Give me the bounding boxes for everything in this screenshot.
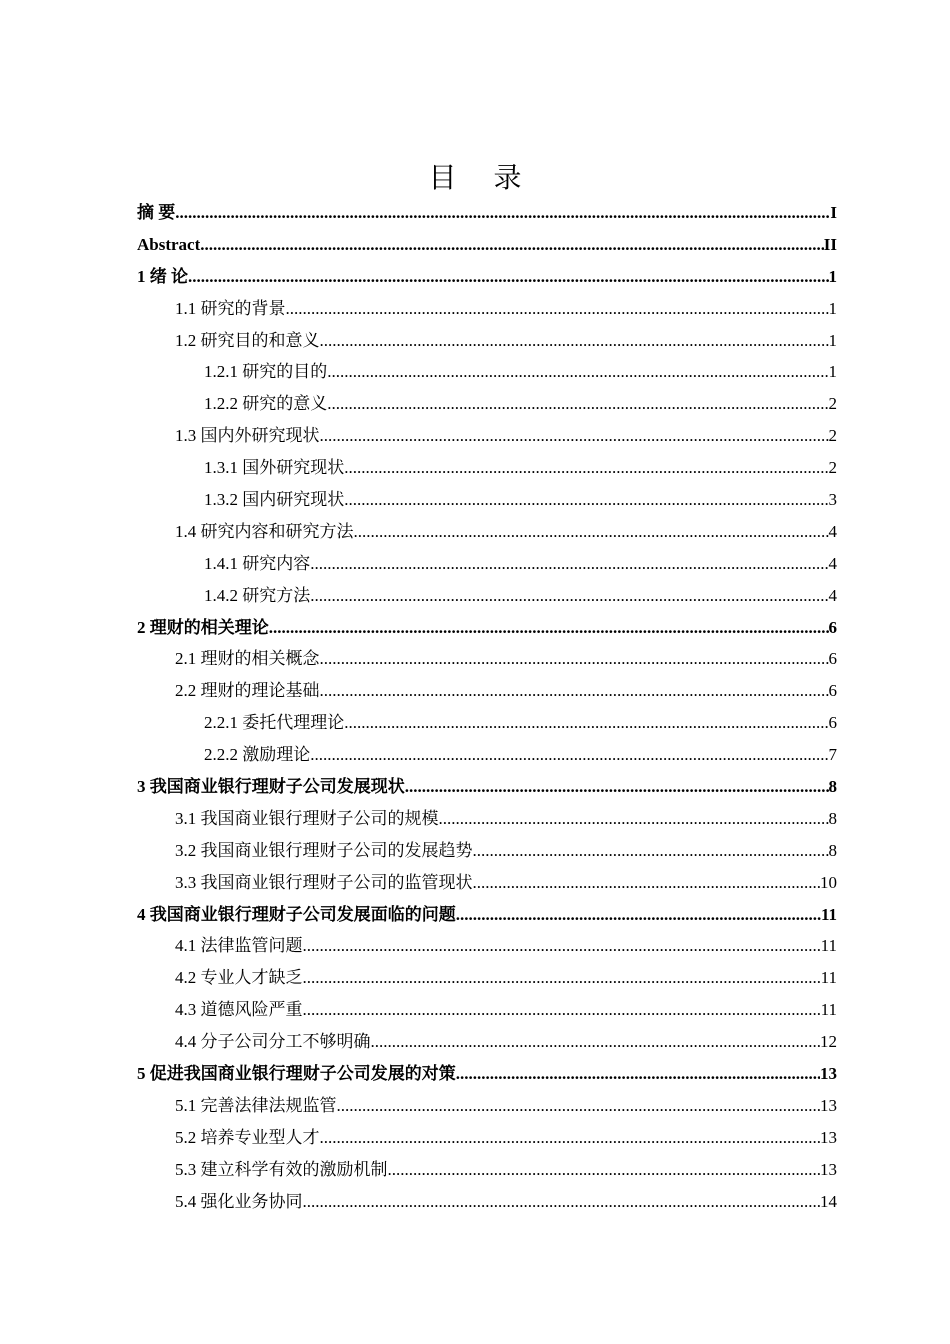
toc-entry-page-number: II	[823, 234, 837, 254]
toc-dot-leader	[200, 229, 824, 261]
toc-entry[interactable]	[137, 899, 837, 931]
toc-entry-label: 5.2 培养专业型人才	[175, 1127, 320, 1147]
toc-dot-leader	[303, 994, 821, 1026]
toc-entry-page-number: 2	[828, 458, 837, 478]
toc-entry-page-number: 13	[820, 1095, 837, 1115]
toc-dot-leader	[473, 835, 829, 867]
toc-entry[interactable]	[137, 739, 837, 771]
toc-entry[interactable]	[137, 643, 837, 675]
toc-entry-page-number: 10	[820, 872, 837, 892]
toc-entry-label: 1.4.2 研究方法	[204, 585, 311, 605]
toc-entry-page-number: 8	[828, 777, 837, 797]
toc-entry-label: 4.1 法律监管问题	[175, 936, 303, 956]
toc-entry[interactable]	[137, 675, 837, 707]
toc-entry-page-number: 13	[820, 1159, 837, 1179]
toc-dot-leader	[320, 675, 829, 707]
toc-entry-label: 3.2 我国商业银行理财子公司的发展趋势	[175, 840, 473, 860]
toc-entry[interactable]	[137, 484, 837, 516]
toc-entry-page-number: 14	[820, 1191, 837, 1211]
toc-dot-leader	[371, 1026, 821, 1058]
toc-entry-page-number: 11	[820, 936, 837, 956]
toc-entry-page-number: 8	[828, 840, 837, 860]
toc-entry-page-number: 1	[828, 298, 837, 318]
toc-entry-label: 1.3 国内外研究现状	[175, 426, 320, 446]
toc-entry[interactable]	[137, 612, 837, 644]
toc-entry-label: 1.3.1 国外研究现状	[204, 458, 345, 478]
toc-entry[interactable]	[137, 261, 837, 293]
toc-entry-page-number: 3	[828, 490, 837, 510]
toc-entry[interactable]	[137, 994, 837, 1026]
toc-entry[interactable]	[137, 388, 837, 420]
toc-entry[interactable]	[137, 516, 837, 548]
toc-entry-label: 摘 要	[137, 203, 176, 222]
toc-entry-page-number: 2	[828, 426, 837, 446]
toc-entry-page-number: 12	[820, 1032, 837, 1052]
toc-dot-leader	[320, 325, 829, 357]
toc-dot-leader	[456, 899, 821, 931]
toc-entry-label: 5 促进我国商业银行理财子公司发展的对策	[137, 1064, 456, 1084]
toc-entry-page-number: 11	[820, 968, 837, 988]
toc-entry[interactable]	[137, 452, 837, 484]
toc-dot-leader	[303, 1186, 821, 1218]
toc-entry-label: 4.4 分子公司分工不够明确	[175, 1032, 371, 1052]
toc-entry-page-number: 4	[828, 553, 837, 573]
toc-entry-page-number: 8	[828, 808, 837, 828]
toc-dot-leader	[310, 548, 828, 580]
toc-dot-leader	[320, 420, 829, 452]
toc-entry-page-number: 11	[820, 904, 837, 924]
toc-entry[interactable]	[137, 1090, 837, 1122]
toc-entry[interactable]	[137, 867, 837, 899]
toc-entry-label: 5.3 建立科学有效的激励机制	[175, 1159, 388, 1179]
toc-dot-leader	[344, 707, 828, 739]
toc-entry-label: 3 我国商业银行理财子公司发展现状	[137, 777, 405, 797]
toc-entry[interactable]	[137, 1154, 837, 1186]
toc-dot-leader	[337, 1090, 821, 1122]
toc-dot-leader	[320, 643, 829, 675]
toc-dot-leader	[303, 930, 821, 962]
toc-entry-page-number: 4	[828, 521, 837, 541]
toc-dot-leader	[327, 356, 828, 388]
toc-dot-leader	[188, 261, 829, 293]
toc-entry-page-number: 7	[828, 745, 837, 765]
toc-entry-label: 2.2.1 委托代理理论	[204, 713, 345, 733]
toc-dot-leader	[310, 739, 828, 771]
toc-entry-page-number: 6	[828, 617, 837, 637]
toc-entry-page-number: 6	[828, 649, 837, 669]
toc-dot-leader	[344, 452, 828, 484]
toc-entry-page-number: 1	[828, 362, 837, 382]
toc-entry-label: 1 绪 论	[137, 266, 188, 286]
toc-entry[interactable]	[137, 420, 837, 452]
toc-entry-label: 2.2.2 激励理论	[204, 745, 311, 765]
toc-entry-label: 1.2.1 研究的目的	[204, 362, 328, 382]
toc-entry-label: 2 理财的相关理论	[137, 617, 269, 637]
toc-entry-label: Abstract	[137, 234, 201, 254]
toc-entry-label: 1.2.2 研究的意义	[204, 394, 328, 414]
toc-dot-leader	[388, 1154, 821, 1186]
toc-entry-page-number: 1	[828, 266, 837, 286]
toc-entry[interactable]	[137, 707, 837, 739]
toc-entry[interactable]	[137, 548, 837, 580]
toc-entry-page-number: 11	[820, 1000, 837, 1020]
toc-entry[interactable]	[137, 930, 837, 962]
toc-entry-page-number: 6	[828, 713, 837, 733]
toc-dot-leader	[439, 803, 829, 835]
toc-entry-label: 3.1 我国商业银行理财子公司的规模	[175, 808, 439, 828]
toc-entry[interactable]	[137, 835, 837, 867]
toc-entry-label: 4 我国商业银行理财子公司发展面临的问题	[137, 904, 456, 924]
toc-entry-page-number: 13	[820, 1064, 837, 1084]
toc-entry-label: 1.1 研究的背景	[175, 298, 286, 318]
toc-dot-leader	[473, 867, 821, 899]
toc-dot-leader	[175, 197, 830, 229]
toc-entry[interactable]	[137, 580, 837, 612]
toc-entry[interactable]	[137, 229, 837, 261]
toc-entry-label: 1.3.2 国内研究现状	[204, 490, 345, 510]
toc-entry-label: 3.3 我国商业银行理财子公司的监管现状	[175, 872, 473, 892]
page-title: 目 录	[428, 161, 536, 194]
toc-entry-label: 1.4 研究内容和研究方法	[175, 521, 354, 541]
table-of-contents	[137, 197, 837, 1218]
toc-dot-leader	[320, 1122, 821, 1154]
toc-dot-leader	[286, 293, 829, 325]
toc-entry-label: 5.1 完善法律法规监管	[175, 1095, 337, 1115]
toc-entry-page-number: 4	[828, 585, 837, 605]
toc-entry[interactable]	[137, 197, 837, 229]
toc-dot-leader	[310, 580, 828, 612]
toc-entry-label: 4.3 道德风险严重	[175, 1000, 303, 1020]
toc-entry-page-number: 2	[828, 394, 837, 414]
toc-entry-label: 2.2 理财的理论基础	[175, 681, 320, 701]
toc-entry-label: 4.2 专业人才缺乏	[175, 968, 303, 988]
toc-dot-leader	[405, 771, 829, 803]
toc-entry[interactable]	[137, 293, 837, 325]
toc-dot-leader	[456, 1058, 820, 1090]
toc-entry[interactable]	[137, 325, 837, 357]
toc-dot-leader	[344, 484, 828, 516]
toc-entry[interactable]	[137, 1122, 837, 1154]
toc-entry[interactable]	[137, 771, 837, 803]
toc-dot-leader	[269, 612, 829, 644]
toc-entry[interactable]	[137, 803, 837, 835]
toc-dot-leader	[354, 516, 829, 548]
toc-entry-page-number: I	[830, 203, 837, 222]
toc-dot-leader	[303, 962, 821, 994]
toc-dot-leader	[327, 388, 828, 420]
toc-entry[interactable]	[137, 356, 837, 388]
toc-entry[interactable]	[137, 1186, 837, 1218]
toc-entry[interactable]	[137, 1026, 837, 1058]
toc-entry-label: 1.4.1 研究内容	[204, 553, 311, 573]
toc-entry[interactable]	[137, 1058, 837, 1090]
toc-entry-page-number: 1	[828, 330, 837, 350]
toc-entry-label: 5.4 强化业务协同	[175, 1191, 303, 1211]
toc-entry-page-number: 13	[820, 1127, 837, 1147]
toc-entry-page-number: 6	[828, 681, 837, 701]
toc-entry-label: 2.1 理财的相关概念	[175, 649, 320, 669]
toc-entry[interactable]	[137, 962, 837, 994]
toc-entry-label: 1.2 研究目的和意义	[175, 330, 320, 350]
